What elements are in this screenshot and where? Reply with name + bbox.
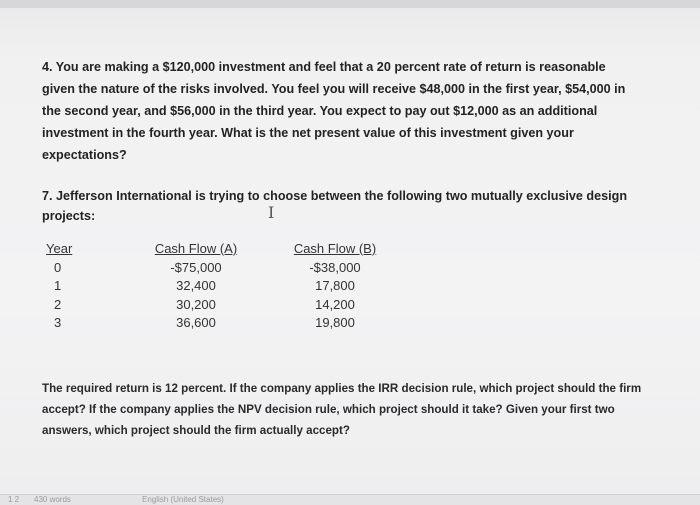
year-cell: 3 bbox=[54, 315, 62, 330]
word-count[interactable]: 430 words bbox=[34, 495, 71, 504]
cash-flow-b-cell: 14,200 bbox=[315, 296, 355, 312]
cash-flow-b-cell: 17,800 bbox=[315, 278, 355, 293]
question-4-text: 4. You are making a $120,000 investment and feel that a 20 percent rate of return is reasonable given the nature of the risks involved. You feel you will receive $48,000 in the first year, $54,000 in the second year, and $56,000 in the third year. You expect to pay out $12,000 as an additional investment in the fourth year. What is the net present value of this investment given your expectations? bbox=[42, 60, 626, 162]
cash-flow-a-header: Cash Flow (A) bbox=[154, 241, 238, 256]
language-indicator[interactable]: English (United States) bbox=[142, 495, 224, 504]
window-top-bar bbox=[0, 0, 700, 8]
year-column bbox=[46, 240, 72, 333]
cash-flow-a-cell: 36,600 bbox=[176, 315, 216, 330]
question-7-text: 7. Jefferson International is trying to choose between the following two mutually exclusive design projects: bbox=[42, 189, 628, 223]
cash-flow-b-cell: 19,800 bbox=[315, 315, 355, 330]
year-cell: 0 bbox=[54, 259, 62, 275]
cash-flow-b-cell: -$38,000 bbox=[309, 259, 361, 275]
cash-flow-b-column bbox=[283, 240, 387, 333]
cash-flow-b-header: Cash Flow (B) bbox=[293, 241, 377, 256]
question-7-followup-text: The required return is 12 percent. If the company applies the IRR decision rule, which project should the firm accept? If the company applies the NPV decision rule, which project should it take? Given your first two answers, which project should the firm actually accept? bbox=[42, 382, 642, 437]
text-cursor-icon: I bbox=[268, 203, 275, 222]
cash-flow-a-cell: -$75,000 bbox=[170, 259, 222, 275]
year-cell: 2 bbox=[54, 296, 62, 312]
cash-flow-a-cell: 30,200 bbox=[176, 296, 216, 312]
year-header: Year bbox=[46, 241, 73, 256]
document-page bbox=[0, 8, 700, 494]
cash-flow-a-cell: 32,400 bbox=[176, 278, 216, 293]
page-indicator[interactable]: 1 2 bbox=[8, 495, 20, 504]
cash-flow-a-column bbox=[138, 240, 254, 333]
year-cell: 1 bbox=[54, 278, 62, 293]
status-bar bbox=[0, 494, 700, 505]
